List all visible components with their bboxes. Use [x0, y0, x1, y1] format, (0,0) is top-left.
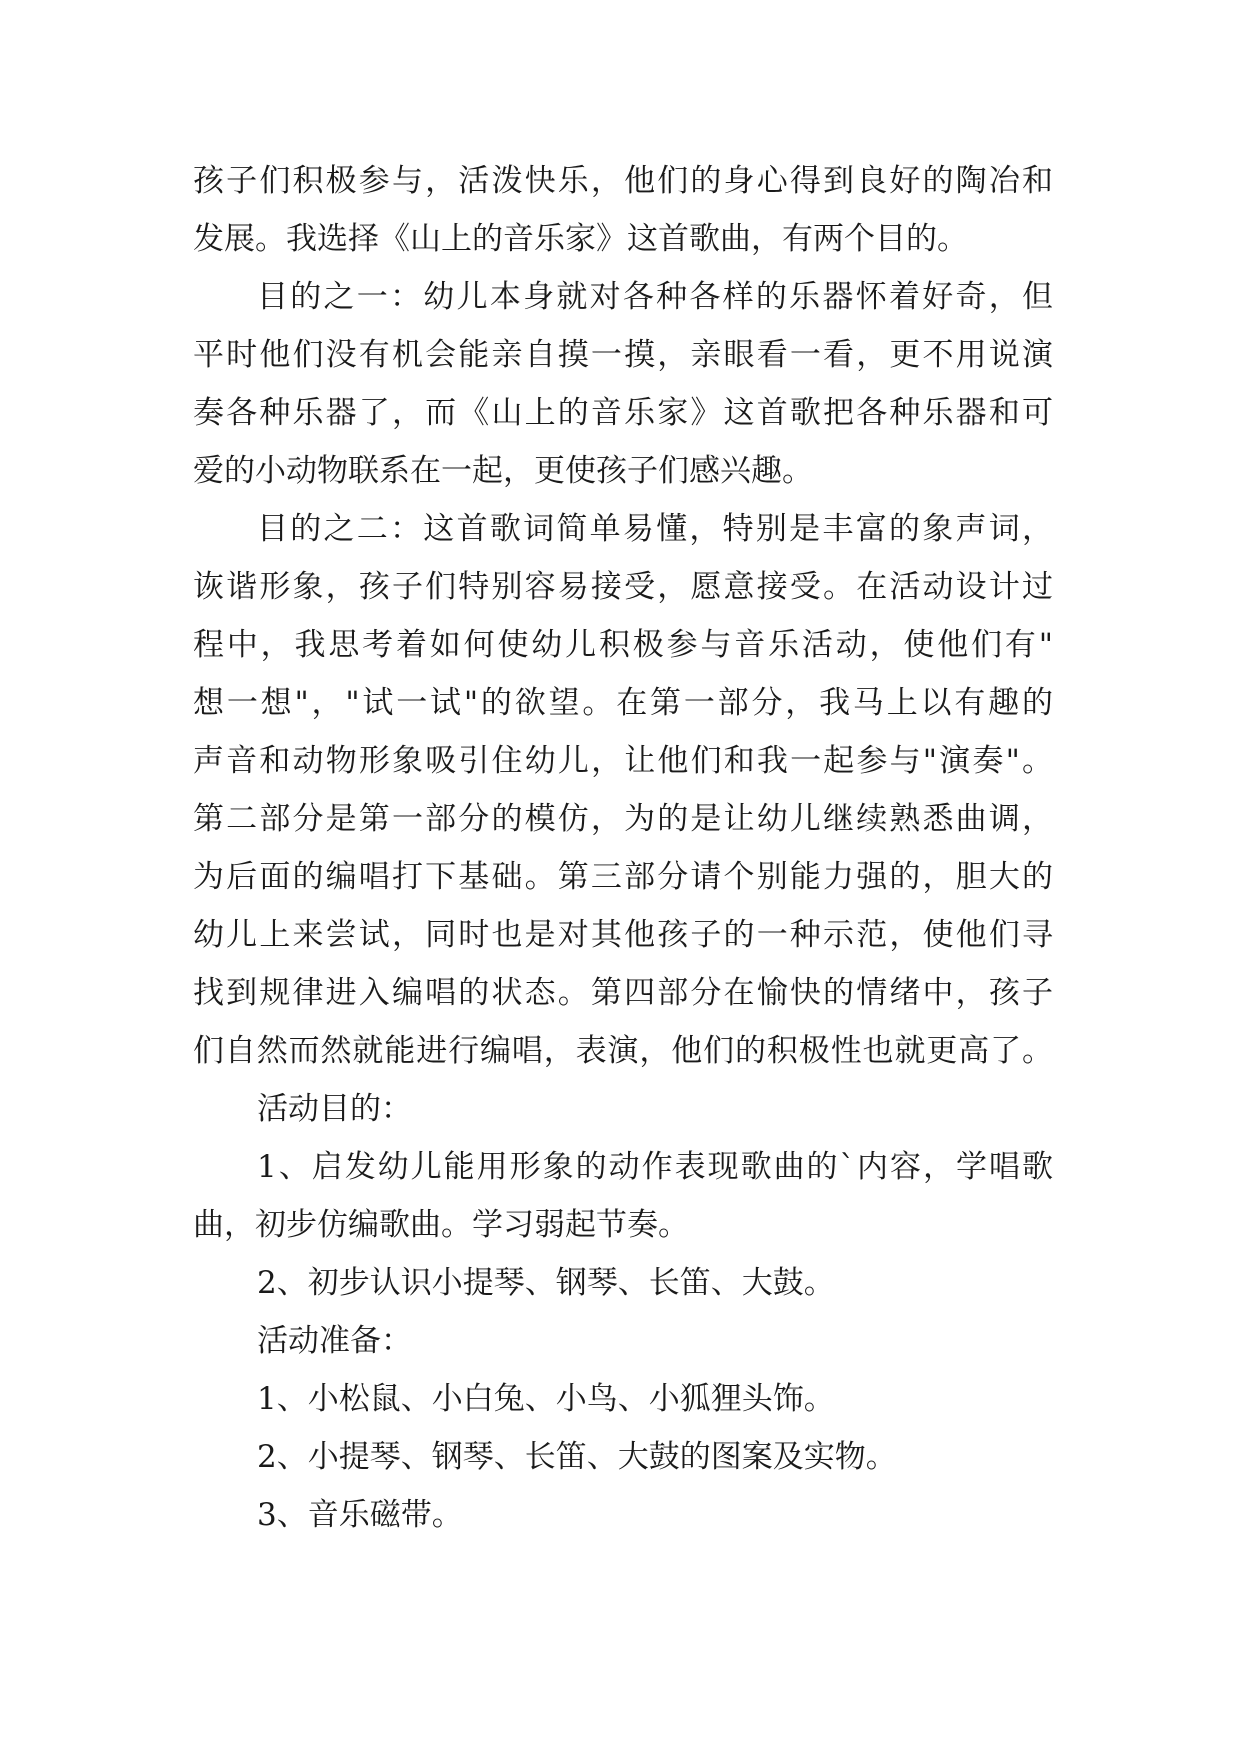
- text-line: 爱的小动物联系在一起，更使孩子们感兴趣。: [193, 453, 813, 489]
- text-line: 发展。我选择《山上的音乐家》这首歌曲，有两个目的。: [193, 221, 968, 257]
- text-line: 孩子们积极参与，活泼快乐，他们的身心得到良好的陶冶和: [193, 163, 1053, 199]
- text-line: 诙谐形象，孩子们特别容易接受，愿意接受。在活动设计过: [193, 569, 1053, 605]
- list-item: 1、启发幼儿能用形象的动作表现歌曲的`内容，学唱歌: [257, 1149, 1053, 1185]
- text-line: 想一想"，"试一试"的欲望。在第一部分，我马上以有趣的: [193, 685, 1053, 721]
- section-heading: 活动准备：: [257, 1323, 412, 1359]
- body-text: [193, 152, 1053, 1544]
- text-line: 第二部分是第一部分的模仿，为的是让幼儿继续熟悉曲调，: [193, 801, 1053, 837]
- text-line: 找到规律进入编唱的状态。第四部分在愉快的情绪中，孩子: [193, 975, 1053, 1011]
- text-line: 们自然而然就能进行编唱，表演，他们的积极性也就更高了。: [193, 1033, 1053, 1069]
- list-item: 1、小松鼠、小白兔、小鸟、小狐狸头饰。: [257, 1381, 835, 1417]
- list-item-continuation: 曲，初步仿编歌曲。学习弱起节奏。: [193, 1207, 689, 1243]
- text-line: 为后面的编唱打下基础。第三部分请个别能力强的，胆大的: [193, 859, 1053, 895]
- text-line: 声音和动物形象吸引住幼儿，让他们和我一起参与"演奏"。: [193, 743, 1053, 779]
- text-line: 程中，我思考着如何使幼儿积极参与音乐活动，使他们有": [193, 627, 1053, 663]
- list-item: 2、初步认识小提琴、钢琴、长笛、大鼓。: [257, 1265, 835, 1301]
- list-item: 2、小提琴、钢琴、长笛、大鼓的图案及实物。: [257, 1439, 897, 1475]
- text-line: 目的之一：幼儿本身就对各种各样的乐器怀着好奇，但: [257, 279, 1053, 315]
- text-line: 奏各种乐器了，而《山上的音乐家》这首歌把各种乐器和可: [193, 395, 1053, 431]
- list-item: 3、音乐磁带。: [257, 1497, 463, 1533]
- text-line: 幼儿上来尝试，同时也是对其他孩子的一种示范，使他们寻: [193, 917, 1053, 953]
- section-heading: 活动目的：: [257, 1091, 412, 1127]
- text-line: 目的之二：这首歌词简单易懂，特别是丰富的象声词，: [257, 511, 1053, 547]
- text-line: 平时他们没有机会能亲自摸一摸，亲眼看一看，更不用说演: [193, 337, 1053, 373]
